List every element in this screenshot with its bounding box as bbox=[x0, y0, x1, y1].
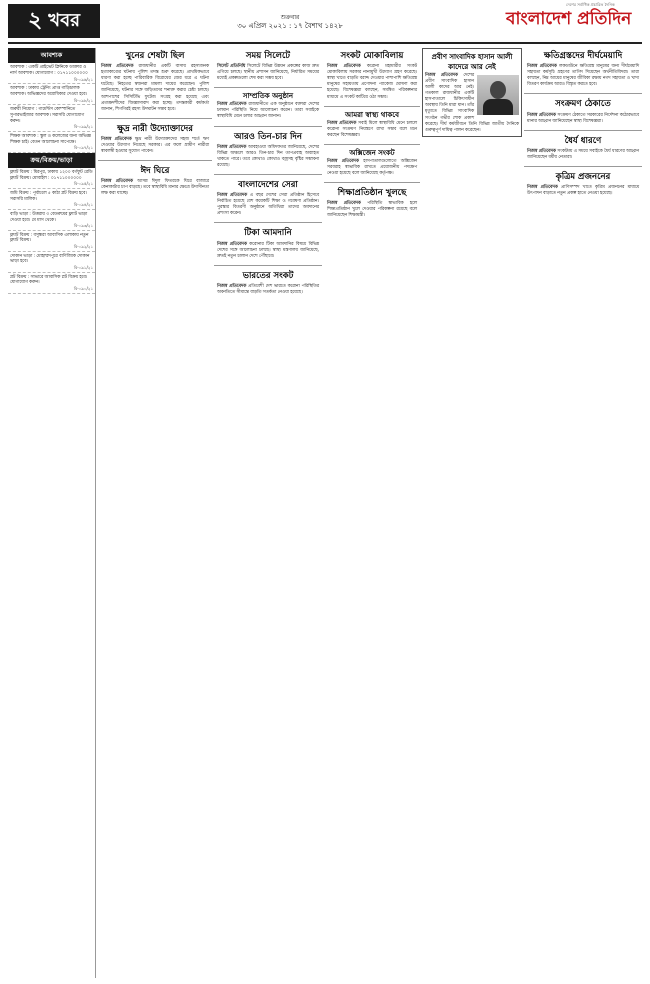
article-headline: টিকা আমদানি bbox=[244, 228, 292, 239]
divider bbox=[98, 118, 212, 119]
article-body: নিজস্ব প্রতিবেদক আসন্ন ঈদুল ফিতরকে ঘিরে বাজারে কেনাকাটার চাপ বাড়ছে। তবে স্বাস্থ্যবিধি মানার ক্ষেত্রে উদাসীনতা লক্ষ করা যাচ্ছে। bbox=[101, 179, 209, 197]
article-body: নিজস্ব প্রতিবেদক পরিস্থিতি স্বাভাবিক হলে শিক্ষাপ্রতিষ্ঠান খুলে দেওয়ার পরিকল্পনা রয়েছে বলে জানিয়েছেন শিক্ষামন্ত্রী। bbox=[327, 201, 417, 219]
section-name: খবর bbox=[48, 9, 81, 31]
article-headline: ঈদ ঘিরে bbox=[140, 166, 170, 177]
article-murder bbox=[98, 48, 212, 116]
classified-item: প্লট বিক্রয় : সাভারে আবাসিক প্লট বিক্রয় হবে। যোগাযোগ করুন। বি-০৯০/২১ bbox=[8, 273, 95, 294]
article-breeding bbox=[524, 169, 642, 200]
article-headline: ক্ষতিগ্রস্তদের দীর্ঘমেয়াদি bbox=[543, 51, 623, 61]
article-headline: আমরা স্বাস্থ্য থাকবে bbox=[345, 109, 399, 119]
page-number: ২ bbox=[27, 7, 43, 33]
article-body: নিজস্ব প্রতিবেদক দেশের প্রবীণ সাংবাদিক হাসান আলী কাদের আর নেই। গতকাল রাজধানীর একটি হাসপাতালে চিকিৎসাধীন অবস্থায় তিনি মারা যান। তাঁর মৃত্যুতে বিভিন্ন সাংবাদিক সংগঠন গভীর শোক প্রকাশ করেছে। দীর্ঘ কর্মজীবনে তিনি বিভিন্ন জাতীয় দৈনিকে গুরুত্বপূর্ণ দায়িত্ব পালন করেছেন। bbox=[425, 72, 519, 133]
article-headline: সময় সিলেটে bbox=[245, 51, 291, 61]
photo-face bbox=[490, 81, 506, 99]
article-headline: ধৈর্য ধারণে bbox=[564, 135, 602, 146]
article-schools bbox=[324, 185, 420, 222]
divider bbox=[524, 166, 642, 167]
article-heatwave bbox=[214, 129, 322, 172]
news-column-2 bbox=[214, 48, 322, 978]
article-affected bbox=[524, 48, 642, 91]
divider bbox=[324, 182, 420, 183]
article-body: নিজস্ব প্রতিবেদক প্রাণিসম্পদ খাতে কৃত্রিম প্রজননের মাধ্যমে উৎপাদন বাড়াতে নতুন প্রকল্প হাতে নেওয়া হয়েছে। bbox=[527, 185, 639, 197]
article-patience bbox=[524, 133, 642, 164]
article-headline: ভারতের সংকট bbox=[242, 270, 294, 281]
article-headline: সংক্রমণ ঠেকাতে bbox=[555, 99, 611, 110]
divider bbox=[524, 130, 642, 131]
article-body: নিজস্ব প্রতিবেদক করোনার টিকা আমদানির বিষয়ে বিভিন্ন দেশের সঙ্গে আলোচনা চলছে। স্বাস্থ্য মন্ত্রণালয় জানিয়েছে, দ্রুতই নতুন চালান দেশে পৌঁছাবে। bbox=[217, 241, 319, 259]
issue-date: ৩০ এপ্রিল ২০২১ : ১৭ বৈশাখ ১৪২৮ bbox=[237, 22, 343, 30]
divider bbox=[98, 160, 212, 161]
article-headline: কৃত্রিম প্রজননের bbox=[555, 171, 611, 182]
article-body: নিজস্ব প্রতিবেদক হাসপাতালগুলোতে অক্সিজেন সরবরাহ স্বাভাবিক রাখতে প্রয়োজনীয় পদক্ষেপ নেওয়া হয়েছে বলে জানিয়েছে কর্তৃপক্ষ। bbox=[327, 158, 417, 176]
divider bbox=[214, 126, 322, 127]
article-headline: সংকট মোকাবিলায় bbox=[340, 51, 404, 61]
news-column-3 bbox=[324, 48, 420, 978]
classified-heading-buy-sell: ক্রয়/বিক্রয়/ভাড়া bbox=[8, 153, 95, 168]
article-headline: অক্সিজেন সংকট bbox=[349, 147, 395, 157]
classified-heading-wanted: আবশ্যক bbox=[8, 48, 95, 63]
classified-item: দোকান ভাড়া : মোহাম্মদপুরে বাণিজ্যিক দোকান ভাড়া হবে। বি-০৯১/২১ bbox=[8, 252, 95, 273]
article-body: নিজস্ব প্রতিবেদক প্রতিবেশী দেশ ভারতে করোনা পরিস্থিতির অবনতিতে সীমান্তে বাড়তি সতর্কতা নেওয়া হয়েছে। bbox=[217, 283, 319, 295]
obituary-photo bbox=[477, 75, 519, 115]
issue-day: শুক্রবার bbox=[280, 14, 300, 21]
article-body: সিলেট প্রতিনিধি সিলেটে বিভিন্ন উন্নয়ন প্রকল্পের কাজ দ্রুত এগিয়ে চলছে। স্থানীয় প্রশাসন জানিয়েছে, নির্ধারিত সময়ের মধ্যেই প্রকল্পগুলো শেষ করা সম্ভব হবে। bbox=[217, 64, 319, 82]
classified-item: আবশ্যক : একটি প্রাইভেট ক্লিনিকে ডাক্তার ও নার্স আবশ্যক। যোগাযোগ : ০১৭১১০০০০০০ বি-০৯৬/২১ bbox=[8, 63, 95, 84]
photo-suit bbox=[483, 99, 513, 115]
article-headline: প্রবীণ সাংবাদিক হাসান আলী কাদেরে আর নেই bbox=[431, 52, 513, 71]
article-obituary bbox=[422, 48, 522, 137]
divider bbox=[524, 93, 642, 94]
classified-item: ফ্ল্যাট বিক্রয় : মিরপুর, ঢাকায় ১২০০ বর্গফুট রেডি ফ্ল্যাট বিক্রয়। মোবাইল : ০১৭১১০০০০০০ বি-০৯৫/২১ bbox=[8, 168, 95, 189]
article-body: নিজস্ব প্রতিবেদক সংক্রমণ ঠেকাতে সরকারের নির্দেশনা কঠোরভাবে মানার আহ্বান জানিয়েছেন স্বাস্থ্য বিশেষজ্ঞরা। bbox=[527, 112, 639, 124]
article-body: নিজস্ব প্রতিবেদক সবাই মিলে স্বাস্থ্যবিধি মেনে চললে করোনা সংক্রমণ নিয়ন্ত্রণে রাখা সম্ভব বলে মনে করছেন বিশেষজ্ঞরা। bbox=[327, 120, 417, 138]
article-vaccine bbox=[214, 225, 322, 262]
divider bbox=[324, 106, 420, 107]
classified-item: আবশ্যক : ঢাকায় ট্রেনিং প্রাপ্ত গাড়িচালক আবশ্যক। অভিজ্ঞদের অগ্রাধিকার দেওয়া হবে। বি-০৯৮/২১ bbox=[8, 84, 95, 105]
classified-item: শিক্ষক আবশ্যক : স্কুল ও কলেজের জন্য অভিজ্ঞ শিক্ষক চাই। বেতন আলোচনা সাপেক্ষে। বি-০৯৭/২১ bbox=[8, 132, 95, 153]
classified-item: জরুরী নিয়োগ : গার্মেন্টস কোম্পানিতে সুপারভাইজার আবশ্যক। সরাসরি যোগাযোগ করুন। বি-০৯৯/২১ bbox=[8, 105, 95, 132]
page-number-box bbox=[8, 4, 100, 38]
article-best bbox=[214, 177, 322, 220]
article-body: নিজস্ব প্রতিবেদক ক্ষুদ্র নারী উদ্যোক্তাদের সহজ শর্তে ঋণ দেওয়ার উদ্যোগ নিয়েছে সরকার। এর ফলে গ্রামীণ নারীরা স্বাবলম্বী হওয়ার সুযোগ পাবেন। bbox=[101, 136, 209, 155]
divider bbox=[324, 144, 420, 145]
classified-item: জমি বিক্রয় : পূর্বাচলে ৫ কাঠা প্লট বিক্রয় হবে। সরাসরি মালিক। বি-০৯৪/২১ bbox=[8, 189, 95, 210]
masthead-rule bbox=[8, 42, 642, 44]
classified-item: বাড়ি ভাড়া : উত্তরায় ৩ বেডরুমের ফ্ল্যাট ভাড়া দেওয়া হবে। মে মাস থেকে। বি-০৯৩/২১ bbox=[8, 210, 95, 231]
article-event bbox=[214, 90, 322, 123]
article-india bbox=[214, 268, 322, 299]
article-body: নিজস্ব প্রতিবেদক সংকটময় এ সময়ে সবাইকে ধৈর্য ধারণের আহ্বান জানিয়েছেন ধর্মীয় নেতারা। bbox=[527, 148, 639, 160]
article-infection bbox=[524, 96, 642, 127]
article-headline: ক্ষুদ্র নারী উদ্যোক্তাদের bbox=[117, 123, 193, 134]
article-women-entrepreneurs bbox=[98, 121, 212, 158]
news-column-5 bbox=[524, 48, 642, 978]
article-eid bbox=[98, 163, 212, 200]
article-body: নিজস্ব প্রতিবেদক রাজধানীর একটি বাসায় রহস্যজনক হত্যাকাণ্ডের ঘটনায় পুলিশ তদন্ত শুরু করেছে। প্রাথমিকভাবে ধারণা করা হচ্ছে পারিবারিক বিরোধের জের ধরে এ ঘটনা ঘটেছে। নিহতের স্বজনরা মামলা দায়ের করেছেন। পুলিশ জানিয়েছে, ঘটনার সঙ্গে জড়িতদের শনাক্ত করার চেষ্টা চলছে। আশপাশের সিসিটিভি ফুটেজ সংগ্রহ করা হয়েছে এবং প্রত্যক্ষদর্শীদের জিজ্ঞাসাবাদ করা হচ্ছে। তদন্তকারী কর্মকর্তা জানান, শিগগিরই রহস্য উদঘাটন সম্ভব হবে। bbox=[101, 64, 209, 112]
news-column-4 bbox=[422, 48, 522, 978]
article-body: নিজস্ব প্রতিবেদক এ বছর দেশের সেরা প্রতিষ্ঠান হিসেবে নির্বাচিত হয়েছে বেশ কয়েকটি শিক্ষা ও গবেষণা প্রতিষ্ঠান। পুরস্কার বিতরণী অনুষ্ঠানে অতিথিরা তাদের অবদানের প্রশংসা করেন। bbox=[217, 193, 319, 217]
classified-item: ফ্ল্যাট বিক্রয় : বসুন্ধরা আবাসিক এলাকায় নতুন ফ্ল্যাট বিক্রয়। বি-০৯২/২১ bbox=[8, 231, 95, 252]
divider bbox=[214, 174, 322, 175]
divider bbox=[214, 87, 322, 88]
article-body: নিজস্ব প্রতিবেদক আবহাওয়া অধিদফতর জানিয়েছে, দেশের বিভিন্ন অঞ্চলে আরও তিন-চার দিন তাপপ্রবাহ অব্যাহত থাকতে পারে। তবে কোথাও কোথাও বজ্রসহ বৃষ্টির সম্ভাবনা রয়েছে। bbox=[217, 144, 319, 168]
article-crisis bbox=[324, 48, 420, 104]
article-body: নিজস্ব প্রতিবেদক রাজধানীতে এক অনুষ্ঠানে বক্তারা দেশের চলমান পরিস্থিতি নিয়ে আলোচনা করেন। তারা সবাইকে স্বাস্থ্যবিধি মেনে চলার আহ্বান জানান। bbox=[217, 102, 319, 120]
article-health bbox=[324, 109, 420, 142]
masthead bbox=[0, 0, 650, 44]
article-sylhet bbox=[214, 48, 322, 85]
newspaper-logo: বাংলাদেশ প্রতিদিন bbox=[506, 9, 632, 29]
divider bbox=[214, 222, 322, 223]
logo-tagline: দেশের সর্বাধিক প্রচারিত দৈনিক bbox=[566, 2, 615, 7]
divider bbox=[214, 265, 322, 266]
article-body: নিজস্ব প্রতিবেদক লকডাউনে ক্ষতিগ্রস্ত মানুষের জন্য দীর্ঘমেয়াদি সহায়তা কর্মসূচি গ্রহণের তাগিদ দিয়েছেন অর্থনীতিবিদরা। তারা বলছেন, নিম্ন আয়ের মানুষের জীবিকা রক্ষায় নগদ সহায়তা ও খাদ্য বিতরণ কার্যক্রম আরও বিস্তৃত করতে হবে। bbox=[527, 64, 639, 88]
article-headline: শিক্ষাপ্রতিষ্ঠান খুলছে bbox=[337, 188, 407, 199]
article-oxygen bbox=[324, 147, 420, 180]
article-headline: সাম্প্রতিক অনুষ্ঠান bbox=[242, 91, 294, 101]
news-column-1 bbox=[98, 48, 212, 978]
article-body: নিজস্ব প্রতিবেদক করোনা মহামারীর সংকট মোকাবিলায় সরকার নানামুখী উদ্যোগ গ্রহণ করেছে। স্বাস্থ্য খাতে বাড়তি বরাদ্দ দেওয়ার পাশাপাশি ক্ষতিগ্রস্ত মানুষের সহায়তায় প্রণোদনা প্যাকেজ ঘোষণা করা হয়েছে। বিশেষজ্ঞরা বলছেন, সমন্বিত পরিকল্পনার মাধ্যমে এ সংকট কাটিয়ে ওঠা সম্ভব। bbox=[327, 64, 417, 100]
classifieds-column bbox=[8, 48, 96, 978]
article-headline: বাংলাদেশের সেরা bbox=[238, 180, 298, 190]
article-headline: আরও তিন-চার দিন bbox=[234, 131, 302, 142]
article-headline: খুনের শেষটা ছিল bbox=[125, 51, 185, 61]
